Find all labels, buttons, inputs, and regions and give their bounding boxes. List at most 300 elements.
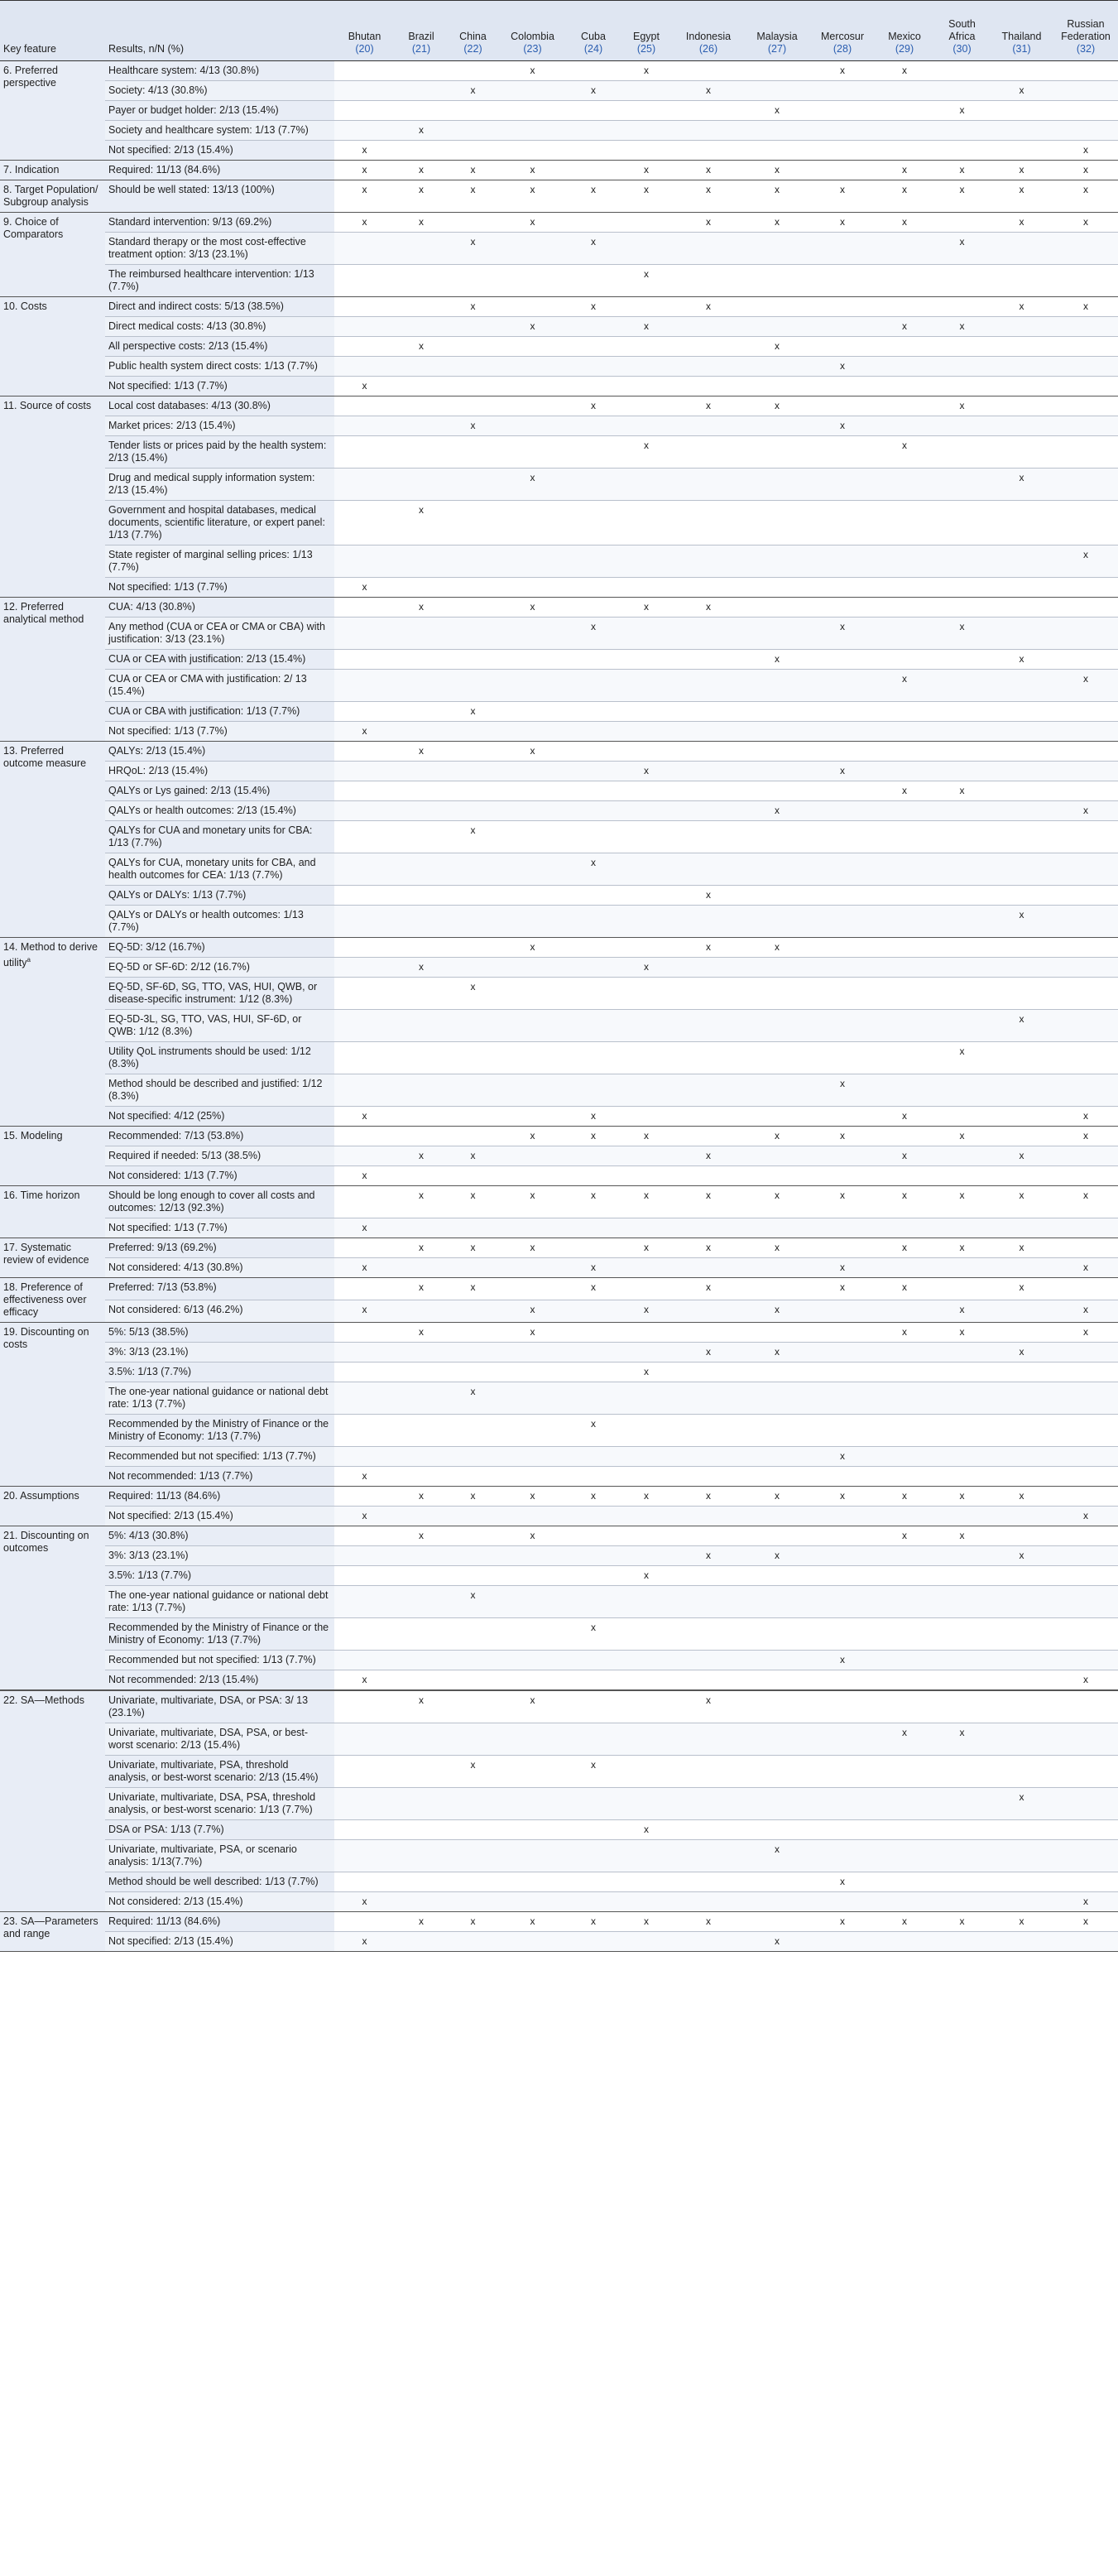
empty-cell bbox=[1053, 618, 1118, 650]
check-mark: x bbox=[620, 317, 673, 337]
empty-cell bbox=[1053, 1651, 1118, 1670]
empty-cell bbox=[744, 1467, 810, 1487]
empty-cell bbox=[673, 501, 744, 545]
check-mark: x bbox=[567, 1258, 620, 1278]
empty-cell bbox=[934, 906, 990, 938]
empty-cell bbox=[810, 1042, 875, 1074]
empty-cell bbox=[810, 317, 875, 337]
empty-cell bbox=[567, 1467, 620, 1487]
empty-cell bbox=[448, 357, 498, 377]
check-mark: x bbox=[990, 213, 1053, 233]
result-label: Standard therapy or the most cost-effective treatment option: 3/13 (23.1%) bbox=[105, 233, 334, 265]
check-mark: x bbox=[395, 1146, 448, 1166]
header-country bbox=[567, 1, 620, 61]
check-mark: x bbox=[334, 1258, 395, 1278]
table-row bbox=[0, 1323, 1118, 1343]
empty-cell bbox=[498, 1932, 567, 1952]
check-mark: x bbox=[934, 161, 990, 180]
empty-cell bbox=[334, 101, 395, 121]
empty-cell bbox=[744, 297, 810, 317]
empty-cell bbox=[395, 702, 448, 722]
empty-cell bbox=[448, 1872, 498, 1892]
empty-cell bbox=[934, 1670, 990, 1691]
empty-cell bbox=[673, 1932, 744, 1952]
empty-cell bbox=[673, 1074, 744, 1107]
empty-cell bbox=[810, 1932, 875, 1952]
empty-cell bbox=[498, 1343, 567, 1362]
empty-cell bbox=[567, 436, 620, 469]
check-mark: x bbox=[567, 81, 620, 101]
result-label: Government and hospital databases, medical documents, scientific literature, or expert panel: 1/13 (7.7%) bbox=[105, 501, 334, 545]
header-country bbox=[673, 1, 744, 61]
table-row bbox=[0, 61, 1118, 81]
empty-cell bbox=[990, 938, 1053, 958]
empty-cell bbox=[934, 1415, 990, 1447]
empty-cell bbox=[1053, 1546, 1118, 1566]
empty-cell bbox=[1053, 1218, 1118, 1238]
empty-cell bbox=[744, 416, 810, 436]
empty-cell bbox=[1053, 1487, 1118, 1507]
empty-cell bbox=[620, 578, 673, 598]
check-mark: x bbox=[875, 61, 934, 81]
check-mark: x bbox=[673, 1912, 744, 1932]
empty-cell bbox=[498, 1166, 567, 1186]
empty-cell bbox=[875, 578, 934, 598]
empty-cell bbox=[567, 821, 620, 853]
empty-cell bbox=[567, 1300, 620, 1323]
empty-cell bbox=[620, 213, 673, 233]
empty-cell bbox=[810, 1690, 875, 1723]
empty-cell bbox=[744, 781, 810, 801]
empty-cell bbox=[567, 1074, 620, 1107]
check-mark: x bbox=[334, 1892, 395, 1912]
table-row bbox=[0, 1932, 1118, 1952]
empty-cell bbox=[334, 297, 395, 317]
table-row bbox=[0, 396, 1118, 416]
empty-cell bbox=[620, 1788, 673, 1820]
empty-cell bbox=[448, 1820, 498, 1840]
check-mark: x bbox=[334, 1467, 395, 1487]
empty-cell bbox=[395, 1872, 448, 1892]
empty-cell bbox=[395, 1788, 448, 1820]
empty-cell bbox=[875, 1788, 934, 1820]
check-mark: x bbox=[990, 297, 1053, 317]
check-mark: x bbox=[1053, 297, 1118, 317]
empty-cell bbox=[334, 1042, 395, 1074]
empty-cell bbox=[990, 1467, 1053, 1487]
empty-cell bbox=[334, 958, 395, 978]
empty-cell bbox=[990, 396, 1053, 416]
empty-cell bbox=[567, 545, 620, 578]
empty-cell bbox=[498, 1074, 567, 1107]
check-mark: x bbox=[567, 1912, 620, 1932]
table-row bbox=[0, 1186, 1118, 1218]
check-mark: x bbox=[498, 938, 567, 958]
empty-cell bbox=[620, 1507, 673, 1526]
empty-cell bbox=[875, 1872, 934, 1892]
check-mark: x bbox=[334, 1670, 395, 1691]
empty-cell bbox=[673, 618, 744, 650]
result-label: Univariate, multivariate, DSA, PSA, threshold analysis, or best-worst scenario: 1/13 (7.7%) bbox=[105, 1788, 334, 1820]
check-mark: x bbox=[810, 1127, 875, 1146]
empty-cell bbox=[744, 1651, 810, 1670]
empty-cell bbox=[1053, 357, 1118, 377]
empty-cell bbox=[567, 501, 620, 545]
key-feature-cell bbox=[0, 1487, 105, 1526]
empty-cell bbox=[448, 1447, 498, 1467]
empty-cell bbox=[1053, 598, 1118, 618]
empty-cell bbox=[567, 416, 620, 436]
empty-cell bbox=[334, 650, 395, 670]
empty-cell bbox=[875, 906, 934, 938]
empty-cell bbox=[810, 1218, 875, 1238]
key-feature-cell bbox=[0, 297, 105, 396]
check-mark: x bbox=[744, 801, 810, 821]
empty-cell bbox=[448, 1467, 498, 1487]
empty-cell bbox=[934, 1107, 990, 1127]
check-mark: x bbox=[567, 396, 620, 416]
country-name: Egypt bbox=[633, 31, 660, 42]
header-key-feature: Key feature bbox=[0, 1, 105, 61]
empty-cell bbox=[498, 1788, 567, 1820]
empty-cell bbox=[875, 297, 934, 317]
empty-cell bbox=[934, 958, 990, 978]
check-mark: x bbox=[334, 180, 395, 213]
empty-cell bbox=[395, 1127, 448, 1146]
empty-cell bbox=[934, 61, 990, 81]
empty-cell bbox=[498, 121, 567, 141]
empty-cell bbox=[334, 886, 395, 906]
empty-cell bbox=[673, 1526, 744, 1546]
empty-cell bbox=[498, 1415, 567, 1447]
empty-cell bbox=[673, 265, 744, 297]
empty-cell bbox=[990, 1723, 1053, 1756]
result-label: 3.5%: 1/13 (7.7%) bbox=[105, 1362, 334, 1382]
empty-cell bbox=[990, 618, 1053, 650]
empty-cell bbox=[810, 650, 875, 670]
empty-cell bbox=[990, 1258, 1053, 1278]
empty-cell bbox=[334, 81, 395, 101]
empty-cell bbox=[567, 1323, 620, 1343]
empty-cell bbox=[990, 1042, 1053, 1074]
check-mark: x bbox=[990, 650, 1053, 670]
table-row bbox=[0, 180, 1118, 213]
empty-cell bbox=[673, 650, 744, 670]
empty-cell bbox=[395, 1415, 448, 1447]
check-mark: x bbox=[620, 1300, 673, 1323]
empty-cell bbox=[620, 1618, 673, 1651]
empty-cell bbox=[620, 233, 673, 265]
empty-cell bbox=[567, 101, 620, 121]
check-mark: x bbox=[1053, 213, 1118, 233]
empty-cell bbox=[810, 1840, 875, 1872]
empty-cell bbox=[673, 377, 744, 396]
empty-cell bbox=[1053, 1382, 1118, 1415]
check-mark: x bbox=[990, 81, 1053, 101]
table-row bbox=[0, 233, 1118, 265]
key-feature-cell bbox=[0, 1526, 105, 1691]
empty-cell bbox=[620, 1932, 673, 1952]
empty-cell bbox=[395, 1074, 448, 1107]
check-mark: x bbox=[744, 1840, 810, 1872]
empty-cell bbox=[334, 1546, 395, 1566]
empty-cell bbox=[448, 265, 498, 297]
empty-cell bbox=[448, 1507, 498, 1526]
empty-cell bbox=[1053, 101, 1118, 121]
result-label: CUA or CEA with justification: 2/13 (15.4%) bbox=[105, 650, 334, 670]
empty-cell bbox=[1053, 853, 1118, 886]
empty-cell bbox=[334, 1756, 395, 1788]
empty-cell bbox=[448, 1258, 498, 1278]
empty-cell bbox=[334, 357, 395, 377]
empty-cell bbox=[334, 1447, 395, 1467]
table-row bbox=[0, 1507, 1118, 1526]
empty-cell bbox=[990, 1107, 1053, 1127]
empty-cell bbox=[448, 377, 498, 396]
empty-cell bbox=[498, 1382, 567, 1415]
country-name: Colombia bbox=[511, 31, 554, 42]
empty-cell bbox=[334, 670, 395, 702]
empty-cell bbox=[498, 1258, 567, 1278]
check-mark: x bbox=[567, 618, 620, 650]
empty-cell bbox=[448, 121, 498, 141]
empty-cell bbox=[1053, 1872, 1118, 1892]
empty-cell bbox=[567, 1840, 620, 1872]
check-mark: x bbox=[1053, 1186, 1118, 1218]
empty-cell bbox=[744, 598, 810, 618]
country-name: Thailand bbox=[1001, 31, 1042, 42]
check-mark: x bbox=[744, 1932, 810, 1952]
key-feature-label: 11. Source of costs bbox=[3, 400, 92, 411]
empty-cell bbox=[875, 81, 934, 101]
empty-cell bbox=[744, 1507, 810, 1526]
empty-cell bbox=[395, 801, 448, 821]
country-reference: (20) bbox=[355, 43, 374, 55]
empty-cell bbox=[934, 1362, 990, 1382]
empty-cell bbox=[1053, 1788, 1118, 1820]
empty-cell bbox=[934, 938, 990, 958]
empty-cell bbox=[934, 297, 990, 317]
empty-cell bbox=[673, 821, 744, 853]
empty-cell bbox=[448, 1127, 498, 1146]
empty-cell bbox=[620, 1447, 673, 1467]
key-feature-cell bbox=[0, 1912, 105, 1952]
empty-cell bbox=[875, 1618, 934, 1651]
empty-cell bbox=[934, 1820, 990, 1840]
check-mark: x bbox=[567, 180, 620, 213]
check-mark: x bbox=[448, 1487, 498, 1507]
empty-cell bbox=[395, 1723, 448, 1756]
empty-cell bbox=[744, 1323, 810, 1343]
empty-cell bbox=[1053, 762, 1118, 781]
key-feature-label: 8. Target Population/ Subgroup analysis bbox=[3, 184, 98, 208]
empty-cell bbox=[448, 436, 498, 469]
header-country bbox=[1053, 1, 1118, 61]
check-mark: x bbox=[395, 742, 448, 762]
table-row bbox=[0, 821, 1118, 853]
empty-cell bbox=[934, 1788, 990, 1820]
empty-cell bbox=[875, 469, 934, 501]
empty-cell bbox=[395, 1107, 448, 1127]
result-label: Recommended: 7/13 (53.8%) bbox=[105, 1127, 334, 1146]
empty-cell bbox=[990, 1932, 1053, 1952]
empty-cell bbox=[620, 1415, 673, 1447]
check-mark: x bbox=[498, 469, 567, 501]
empty-cell bbox=[934, 1166, 990, 1186]
check-mark: x bbox=[1053, 1127, 1118, 1146]
empty-cell bbox=[620, 1840, 673, 1872]
empty-cell bbox=[673, 801, 744, 821]
empty-cell bbox=[875, 1447, 934, 1467]
empty-cell bbox=[1053, 265, 1118, 297]
key-feature-cell bbox=[0, 938, 105, 1127]
check-mark: x bbox=[875, 180, 934, 213]
table-row bbox=[0, 722, 1118, 742]
empty-cell bbox=[1053, 469, 1118, 501]
empty-cell bbox=[567, 1651, 620, 1670]
result-label: Not specified: 1/13 (7.7%) bbox=[105, 722, 334, 742]
empty-cell bbox=[620, 1756, 673, 1788]
check-mark: x bbox=[448, 1238, 498, 1258]
empty-cell bbox=[990, 357, 1053, 377]
check-mark: x bbox=[875, 1107, 934, 1127]
country-name: Indonesia bbox=[685, 31, 732, 42]
empty-cell bbox=[810, 978, 875, 1010]
check-mark: x bbox=[744, 1300, 810, 1323]
check-mark: x bbox=[875, 161, 934, 180]
empty-cell bbox=[334, 396, 395, 416]
empty-cell bbox=[1053, 1756, 1118, 1788]
country-reference: (29) bbox=[895, 43, 914, 55]
check-mark: x bbox=[990, 1546, 1053, 1566]
empty-cell bbox=[990, 958, 1053, 978]
empty-cell bbox=[498, 1278, 567, 1300]
empty-cell bbox=[567, 1447, 620, 1467]
empty-cell bbox=[810, 1566, 875, 1586]
empty-cell bbox=[448, 1892, 498, 1912]
empty-cell bbox=[673, 141, 744, 161]
check-mark: x bbox=[448, 233, 498, 265]
check-mark: x bbox=[810, 1258, 875, 1278]
empty-cell bbox=[875, 501, 934, 545]
check-mark: x bbox=[990, 469, 1053, 501]
empty-cell bbox=[744, 233, 810, 265]
empty-cell bbox=[498, 853, 567, 886]
empty-cell bbox=[673, 1323, 744, 1343]
empty-cell bbox=[1053, 1467, 1118, 1487]
result-label: Method should be well described: 1/13 (7.7%) bbox=[105, 1872, 334, 1892]
country-name: Malaysia bbox=[756, 31, 798, 42]
empty-cell bbox=[395, 1258, 448, 1278]
table-row bbox=[0, 1166, 1118, 1186]
empty-cell bbox=[875, 1010, 934, 1042]
check-mark: x bbox=[673, 1343, 744, 1362]
empty-cell bbox=[334, 501, 395, 545]
empty-cell bbox=[567, 781, 620, 801]
empty-cell bbox=[744, 670, 810, 702]
empty-cell bbox=[395, 1362, 448, 1382]
empty-cell bbox=[395, 1586, 448, 1618]
empty-cell bbox=[395, 396, 448, 416]
empty-cell bbox=[448, 650, 498, 670]
empty-cell bbox=[395, 1042, 448, 1074]
empty-cell bbox=[934, 81, 990, 101]
empty-cell bbox=[990, 1618, 1053, 1651]
check-mark: x bbox=[334, 578, 395, 598]
empty-cell bbox=[875, 357, 934, 377]
empty-cell bbox=[990, 101, 1053, 121]
empty-cell bbox=[620, 1670, 673, 1691]
empty-cell bbox=[934, 436, 990, 469]
check-mark: x bbox=[744, 1238, 810, 1258]
empty-cell bbox=[810, 722, 875, 742]
key-feature-label: 18. Preference of effectiveness over efficacy bbox=[3, 1281, 87, 1318]
check-mark: x bbox=[620, 436, 673, 469]
check-mark: x bbox=[875, 1487, 934, 1507]
empty-cell bbox=[395, 469, 448, 501]
empty-cell bbox=[567, 337, 620, 357]
empty-cell bbox=[334, 853, 395, 886]
empty-cell bbox=[448, 1670, 498, 1691]
header-country bbox=[448, 1, 498, 61]
empty-cell bbox=[395, 578, 448, 598]
empty-cell bbox=[1053, 906, 1118, 938]
empty-cell bbox=[334, 265, 395, 297]
empty-cell bbox=[498, 337, 567, 357]
country-name: Mexico bbox=[888, 31, 921, 42]
empty-cell bbox=[620, 337, 673, 357]
empty-cell bbox=[875, 958, 934, 978]
empty-cell bbox=[810, 233, 875, 265]
result-label: Recommended but not specified: 1/13 (7.7%) bbox=[105, 1447, 334, 1467]
table-row bbox=[0, 906, 1118, 938]
check-mark: x bbox=[498, 1238, 567, 1258]
empty-cell bbox=[934, 670, 990, 702]
empty-cell bbox=[744, 578, 810, 598]
empty-cell bbox=[620, 1382, 673, 1415]
check-mark: x bbox=[810, 416, 875, 436]
empty-cell bbox=[875, 101, 934, 121]
result-label: Not considered: 2/13 (15.4%) bbox=[105, 1892, 334, 1912]
empty-cell bbox=[395, 416, 448, 436]
empty-cell bbox=[395, 1166, 448, 1186]
result-label: Not considered: 1/13 (7.7%) bbox=[105, 1166, 334, 1186]
check-mark: x bbox=[673, 297, 744, 317]
check-mark: x bbox=[1053, 1323, 1118, 1343]
check-mark: x bbox=[934, 618, 990, 650]
empty-cell bbox=[395, 101, 448, 121]
empty-cell bbox=[875, 1415, 934, 1447]
check-mark: x bbox=[934, 1912, 990, 1932]
empty-cell bbox=[448, 1107, 498, 1127]
empty-cell bbox=[498, 1723, 567, 1756]
key-feature-cell bbox=[0, 213, 105, 297]
empty-cell bbox=[673, 906, 744, 938]
empty-cell bbox=[810, 436, 875, 469]
empty-cell bbox=[334, 1872, 395, 1892]
empty-cell bbox=[810, 377, 875, 396]
empty-cell bbox=[673, 357, 744, 377]
table-row bbox=[0, 1362, 1118, 1382]
empty-cell bbox=[448, 469, 498, 501]
empty-cell bbox=[744, 1278, 810, 1300]
table-row bbox=[0, 1127, 1118, 1146]
check-mark: x bbox=[990, 1146, 1053, 1166]
empty-cell bbox=[744, 1788, 810, 1820]
result-label: Not considered: 4/13 (30.8%) bbox=[105, 1258, 334, 1278]
empty-cell bbox=[673, 1010, 744, 1042]
empty-cell bbox=[498, 1670, 567, 1691]
